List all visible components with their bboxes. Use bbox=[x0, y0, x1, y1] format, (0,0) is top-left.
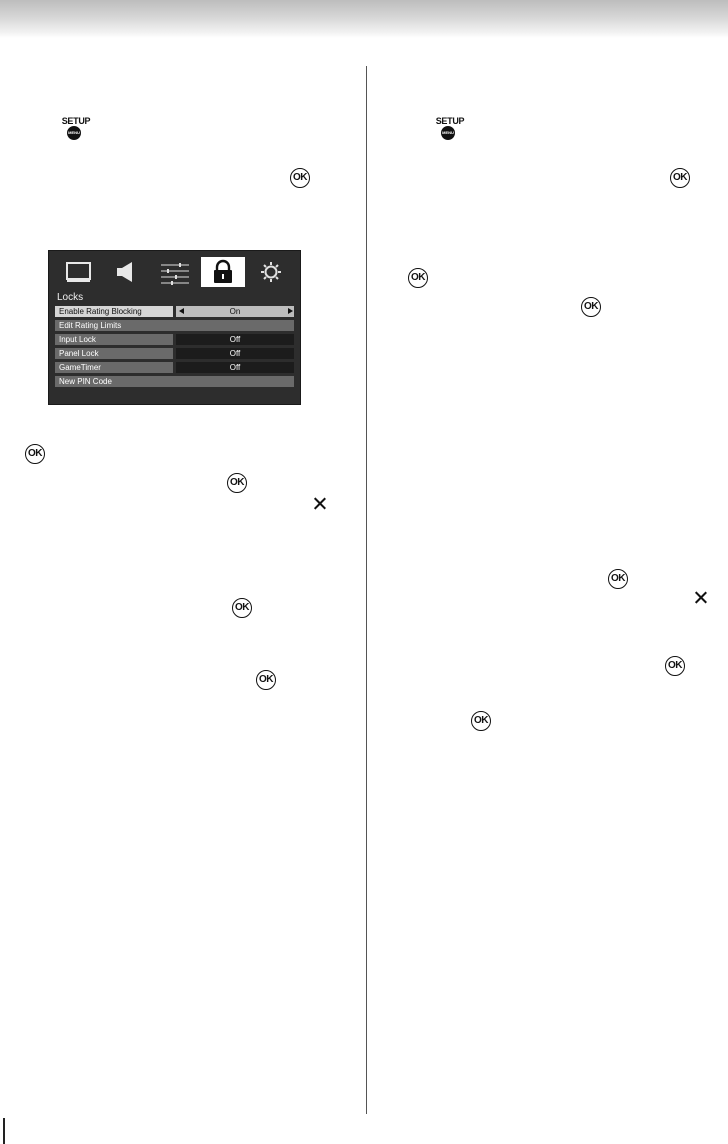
menu-row-input-lock[interactable] bbox=[55, 334, 294, 345]
ok-button-icon: OK bbox=[670, 168, 690, 188]
menu-row-value: Off bbox=[176, 348, 294, 359]
tv-menu-tabs bbox=[57, 257, 293, 287]
picture-icon bbox=[57, 257, 101, 287]
column-divider bbox=[366, 66, 367, 1114]
exit-x-icon bbox=[313, 497, 326, 510]
ok-button-icon: OK bbox=[25, 444, 45, 464]
ok-button-icon: OK bbox=[408, 268, 428, 288]
ok-button-icon: OK bbox=[608, 569, 628, 589]
arrow-right-icon[interactable] bbox=[288, 308, 293, 314]
setup-menu-button-icon bbox=[56, 116, 96, 150]
tv-menu-title: Locks bbox=[57, 292, 84, 303]
menu-row-label: Panel Lock bbox=[55, 348, 173, 359]
tab-sound[interactable] bbox=[105, 257, 149, 287]
ok-button-icon: OK bbox=[471, 711, 491, 731]
menu-row-value: Off bbox=[176, 362, 294, 373]
menu-row-edit-rating-limits[interactable] bbox=[55, 320, 294, 331]
menu-row-label: Enable Rating Blocking bbox=[55, 306, 173, 317]
ok-button-icon: OK bbox=[256, 670, 276, 690]
page-header-band bbox=[0, 0, 728, 38]
ok-button-icon: OK bbox=[665, 656, 685, 676]
ok-button-icon: OK bbox=[290, 168, 310, 188]
menu-row-enable-rating-blocking[interactable] bbox=[55, 306, 294, 317]
menu-row-label: New PIN Code bbox=[55, 376, 294, 387]
setup-label: SETUP bbox=[61, 116, 91, 126]
settings-sliders-icon bbox=[153, 257, 197, 287]
ok-button-icon: OK bbox=[581, 297, 601, 317]
menu-knob-label: MENU bbox=[67, 126, 81, 140]
menu-row-label: GameTimer bbox=[55, 362, 173, 373]
setup-label: SETUP bbox=[435, 116, 465, 126]
ok-button-icon: OK bbox=[227, 473, 247, 493]
menu-row-value: Off bbox=[176, 334, 294, 345]
tab-preferences[interactable] bbox=[249, 257, 293, 287]
menu-row-label: Input Lock bbox=[55, 334, 173, 345]
setup-menu-button-icon bbox=[430, 116, 470, 150]
menu-knob-label: MENU bbox=[441, 126, 455, 140]
tab-locks[interactable] bbox=[201, 257, 245, 287]
menu-row-gametimer[interactable] bbox=[55, 362, 294, 373]
page-margin-rule bbox=[3, 1118, 5, 1144]
tab-settings[interactable] bbox=[153, 257, 197, 287]
tv-locks-menu-screen bbox=[48, 250, 301, 405]
menu-row-panel-lock[interactable] bbox=[55, 348, 294, 359]
preferences-gear-icon bbox=[249, 257, 293, 287]
lock-icon bbox=[201, 257, 245, 287]
arrow-left-icon[interactable] bbox=[179, 308, 184, 314]
menu-row-new-pin-code[interactable] bbox=[55, 376, 294, 387]
menu-row-label: Edit Rating Limits bbox=[55, 320, 294, 331]
tab-picture[interactable] bbox=[57, 257, 101, 287]
menu-row-value: On bbox=[176, 306, 294, 317]
sound-icon bbox=[105, 257, 149, 287]
ok-button-icon: OK bbox=[232, 598, 252, 618]
exit-x-icon bbox=[694, 591, 707, 604]
